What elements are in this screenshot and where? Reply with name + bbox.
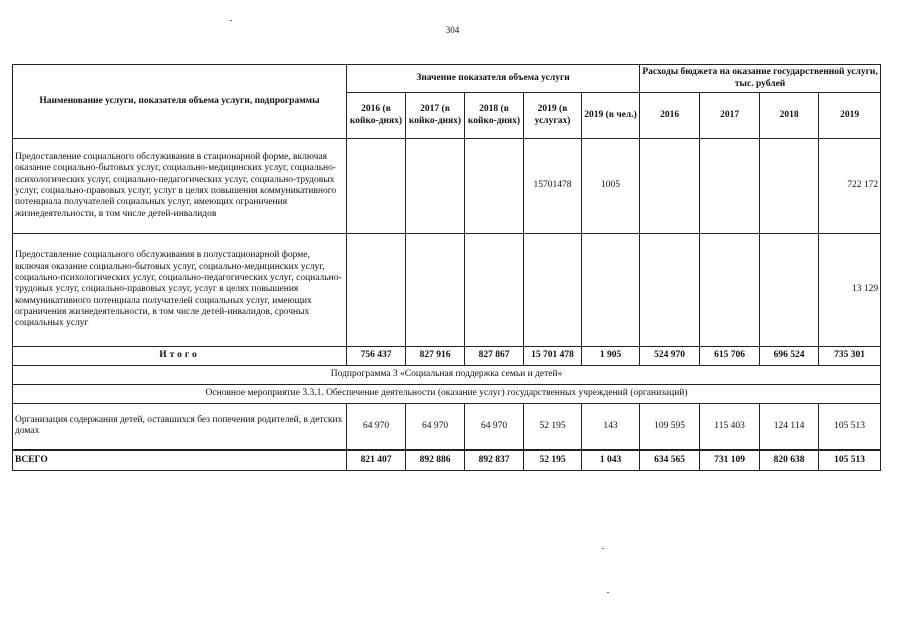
row-stationary-v2019-services: 15701478 [524,139,582,234]
header-vol-2019-services: 2019 (в услугах) [524,93,582,139]
header-vol-2018: 2018 (в койко-днях) [465,93,524,139]
itogo-b2018: 696 524 [760,347,819,366]
total-label: ВСЕГО [13,450,347,471]
header-vol-2016: 2016 (в койко-днях) [347,93,406,139]
header-budget-2016: 2016 [640,93,700,139]
header-volume-group: Значение показателя объема услуги [347,65,640,93]
subprogram-title: Подпрограмма 3 «Социальная поддержка семьи и детей» [13,366,881,385]
row-semistationary-name: Предоставление социального обслуживания в полустационарной форме, включая оказание социально-бытовых услуг, социально-медицинских услуг, социально-психологических услуг, социально-педагогических услуг, социально-трудовых услуг, социально-правовых услуг, услуг в целях повышения коммуникативного потенциала получателей социальных услуг, имеющих ограничения жизнедеятельности, в том числе детей-инвалидов, срочных социальных услуг [13,234,347,347]
orphans-b2019: 105 513 [819,404,881,450]
itogo-b2017: 615 706 [700,347,760,366]
header-budget-group: Расходы бюджета на оказание государственной услуги, тыс. рублей [640,65,881,93]
row-orphans-name: Организация содержания детей, оставшихся без попечения родителей, в детских домах [13,404,347,450]
header-vol-2019-people: 2019 (в чел.) [582,93,640,139]
orphans-v2019-services: 52 195 [524,404,582,450]
itogo-v2019-services: 15 701 478 [524,347,582,366]
measure-title: Основное мероприятие 3.3.1. Обеспечение деятельности (оказание услуг) государственных учреждений (организаций) [13,385,881,404]
orphans-b2018: 124 114 [760,404,819,450]
total-v2019-services: 52 195 [524,450,582,471]
row-semistationary-b2019: 13 129 [819,234,881,347]
header-budget-2019: 2019 [819,93,881,139]
scan-speck [602,548,604,549]
itogo-b2019: 735 301 [819,347,881,366]
total-v2016: 821 407 [347,450,406,471]
total-v2019-people: 1 043 [582,450,640,471]
total-b2016: 634 565 [640,450,700,471]
orphans-v2017: 64 970 [406,404,465,450]
table-row [13,139,881,234]
itogo-label: Итого [13,347,347,366]
orphans-b2017: 115 403 [700,404,760,450]
total-b2017: 731 109 [700,450,760,471]
row-stationary-name: Предоставление социального обслуживания в стационарной форме, включая оказание социально-бытовых услуг, социально-медицинских услуг, социально-психологических услуг, социально-педагогических услуг, социально-трудовых услуг, социально-правовых услуг, услуг в целях повышения коммуникативного потенциала получателей социальных услуг, имеющих ограничения жизнедеятельности, в том числе детей-инвалидов [13,139,347,234]
scan-speck [230,20,232,21]
header-budget-2017: 2017 [700,93,760,139]
orphans-b2016: 109 595 [640,404,700,450]
header-budget-2018: 2018 [760,93,819,139]
total-v2018: 892 837 [465,450,524,471]
header-service-name: Наименование услуги, показателя объема услуги, подпрограммы [13,65,347,139]
itogo-v2019-people: 1 905 [582,347,640,366]
header-vol-2017: 2017 (в койко-днях) [406,93,465,139]
table-row-itogo [13,347,881,366]
table-row-total [13,450,881,471]
page-number: 304 [445,25,460,35]
total-b2018: 820 638 [760,450,819,471]
orphans-v2018: 64 970 [465,404,524,450]
orphans-v2016: 64 970 [347,404,406,450]
total-v2017: 892 886 [406,450,465,471]
row-stationary-v2019-people: 1005 [582,139,640,234]
itogo-b2016: 524 970 [640,347,700,366]
services-table [12,64,881,471]
scan-speck [607,592,609,593]
table-row [13,234,881,347]
itogo-v2017: 827 916 [406,347,465,366]
total-b2019: 105 513 [819,450,881,471]
table-row [13,404,881,450]
itogo-v2016: 756 437 [347,347,406,366]
row-stationary-b2019: 722 172 [819,139,881,234]
itogo-v2018: 827 867 [465,347,524,366]
orphans-v2019-people: 143 [582,404,640,450]
